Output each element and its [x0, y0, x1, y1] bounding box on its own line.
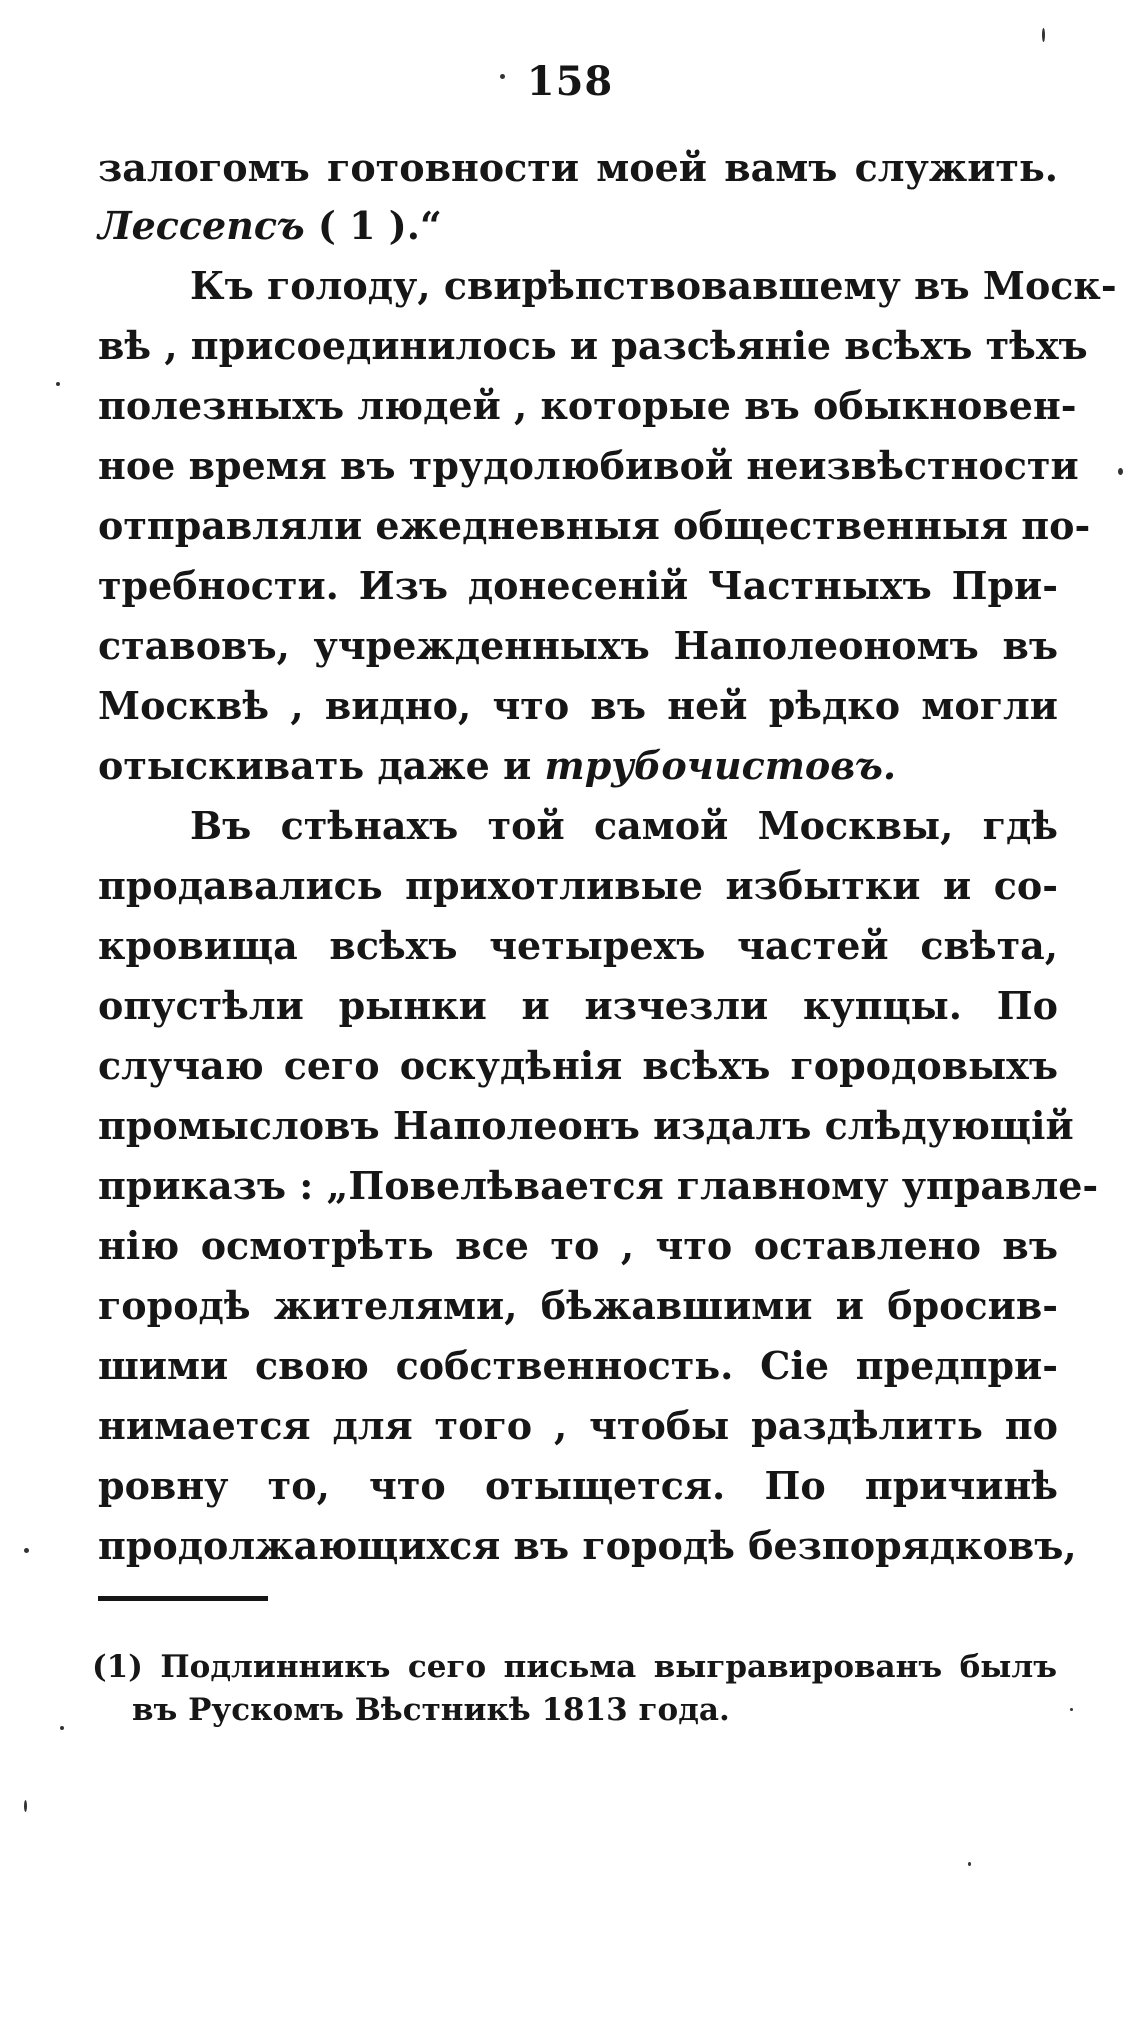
signature-name: Лессепсъ	[98, 203, 305, 248]
scan-speck	[1042, 28, 1045, 42]
text-line: нимается для того , чтобы раздѣлить по	[98, 1403, 1058, 1448]
text-line: продавались прихотливые избытки и со-	[98, 863, 1058, 908]
text-line: требности. Изъ донесеній Частныхъ При-	[98, 563, 1058, 608]
scan-speck	[968, 1862, 971, 1866]
scan-speck	[500, 74, 505, 79]
text-line: промысловъ Наполеонъ издалъ слѣдующій	[98, 1103, 1074, 1148]
text-line: кровища всѣхъ четырехъ частей свѣта,	[98, 923, 1058, 968]
italic-word: трубочистовъ.	[544, 743, 897, 788]
scan-speck	[1070, 1708, 1073, 1711]
page-number: 158	[526, 58, 614, 105]
footnote-line: въ Рускомъ Вѣстникѣ 1813 года.	[132, 1692, 730, 1728]
text-line: Къ голоду, свирѣпствовавшему въ Моск-	[190, 263, 1117, 308]
scan-speck	[1118, 468, 1123, 475]
scan-speck	[60, 1726, 64, 1730]
text-line: ставовъ, учрежденныхъ Наполеономъ въ	[98, 623, 1058, 668]
text-line: ровну то, что отыщется. По причинѣ	[98, 1463, 1058, 1508]
scan-speck	[56, 382, 60, 386]
text-line: городѣ жителями, бѣжавшими и бросив-	[98, 1283, 1058, 1328]
text-line: опустѣли рынки и изчезли купцы. По	[98, 983, 1058, 1028]
text-line: Въ стѣнахъ той самой Москвы, гдѣ	[190, 803, 1058, 848]
scan-speck	[24, 1548, 29, 1553]
text-line: Москвѣ , видно, что въ ней рѣдко могли	[98, 683, 1058, 728]
text-line: случаю сего оскудѣнія всѣхъ городовыхъ	[98, 1043, 1058, 1088]
scan-speck	[24, 1800, 27, 1812]
footnote-divider	[98, 1596, 268, 1601]
footnote-line: (1) Подлинникъ сего письма выгравированъ былъ	[92, 1649, 1057, 1685]
text-line: вѣ , присоединилось и разсѣяніе всѣхъ тѣхъ	[98, 323, 1088, 368]
text-line: Лессепсъ ( 1 ).“	[98, 203, 442, 248]
text-line: отыскивать даже и трубочистовъ.	[98, 743, 897, 788]
text-line: ное время въ трудолюбивой неизвѣстности	[98, 443, 1079, 488]
text-line: приказъ : „Повелѣвается главному управле-	[98, 1163, 1099, 1208]
text-line: залогомъ готовности моей вамъ служить.	[98, 145, 1058, 190]
text-line: продолжающихся въ городѣ безпорядковъ,	[98, 1523, 1077, 1568]
text-line: отправляли ежедневныя общественныя по-	[98, 503, 1091, 548]
text-line: шими свою собственность. Сіе предпри-	[98, 1343, 1058, 1388]
text-line: нію осмотрѣть все то , что оставлено въ	[98, 1223, 1058, 1268]
text-line: полезныхъ людей , которые въ обыкновен-	[98, 383, 1077, 428]
